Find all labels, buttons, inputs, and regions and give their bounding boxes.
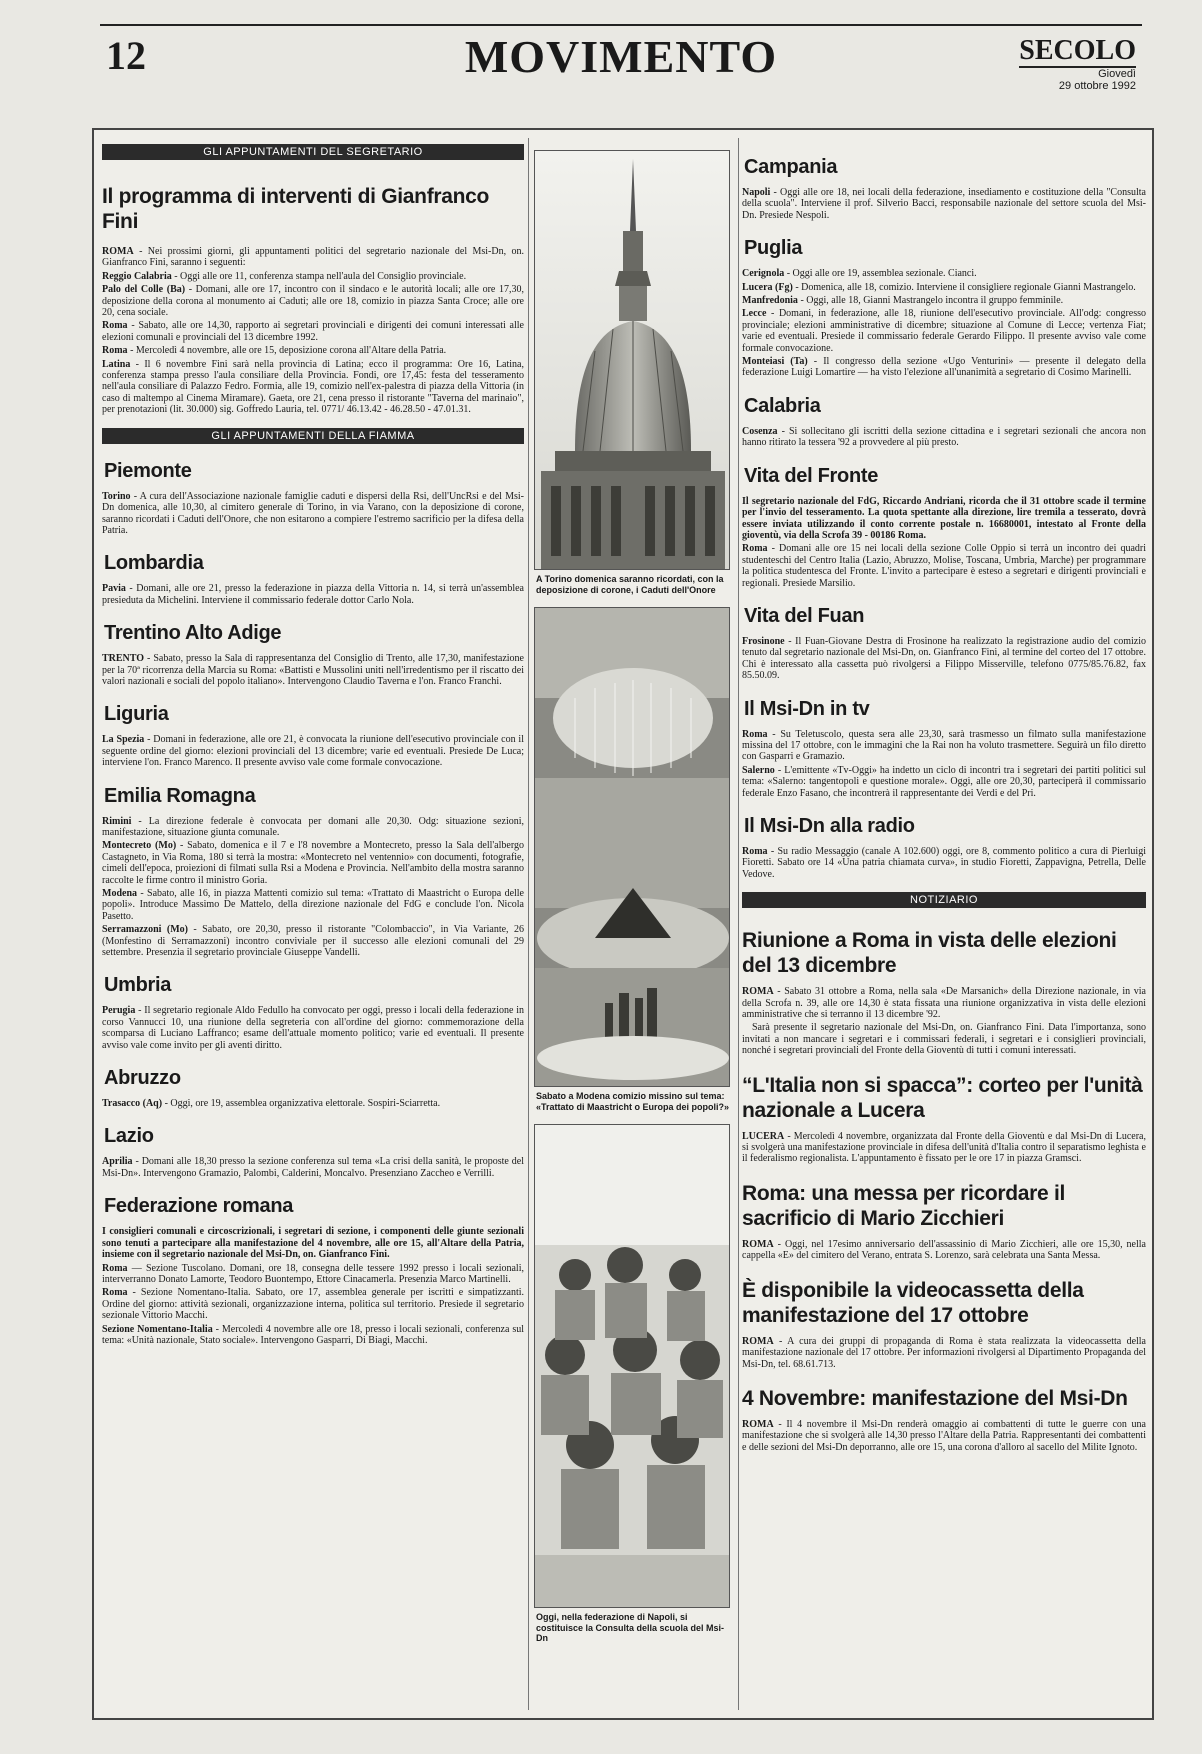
- notice-place: Salerno: [742, 764, 775, 776]
- meeting-crowd-image: [535, 1125, 730, 1608]
- fountain-chandelier-image: [535, 608, 730, 1087]
- left-column: [102, 140, 524, 1708]
- notice-paragraph: [102, 1263, 524, 1286]
- notice-place: Roma: [742, 543, 768, 555]
- notice-paragraph: [102, 888, 524, 922]
- fini-title: Il programma di interventi di Gianfranco Fini: [102, 185, 490, 233]
- notice-paragraph: [742, 1022, 1146, 1056]
- notice-place: Roma: [102, 1262, 128, 1274]
- notice-place: Frosinone: [742, 635, 785, 647]
- region-title: Trentino Alto Adige: [104, 622, 282, 645]
- notice-place: Latina: [102, 358, 131, 370]
- news-headline: È disponibile la videocassetta della manifestazione del 17 ottobre: [742, 1278, 1084, 1327]
- notice-place: Pavia: [102, 583, 126, 595]
- photo-caption-torino: A Torino domenica saranno ricordati, con la deposizione di corone, i Caduti dell'Onore: [536, 574, 724, 595]
- region-items: [102, 491, 524, 537]
- right-column: [742, 140, 1146, 1708]
- notice-text: - Su radio Messaggio (canale A 102.600) oggi, ore 8, commento politico a cura di Pierluigi Fioretti. Sabato ore 14 «Una patria chiamata curva», in studio Fioretti, Zappavigna, Petrella, Delle Vedove.: [742, 846, 1146, 880]
- notice-place: Perugia: [102, 1005, 136, 1017]
- page-frame: [92, 128, 1154, 1720]
- news-headline: Roma: una messa per ricordare il sacrificio di Mario Zicchieri: [742, 1181, 1066, 1230]
- region-title: Emilia Romagna: [104, 784, 256, 807]
- news-body: [742, 1239, 1146, 1262]
- notice-place: ROMA: [102, 246, 134, 257]
- federazione-title: Federazione romana: [104, 1195, 294, 1218]
- vita-fuan-items: [742, 636, 1146, 682]
- news-body: [742, 1131, 1146, 1165]
- notice-paragraph: [742, 268, 1146, 279]
- napoli-meeting-photo: [534, 1124, 730, 1608]
- section-title: MOVIMENTO: [464, 31, 778, 82]
- column-divider: [528, 138, 529, 1710]
- region-items: [102, 653, 524, 687]
- notice-paragraph: [102, 491, 524, 537]
- segretario-bar: GLI APPUNTAMENTI DEL SEGRETARIO: [102, 144, 524, 160]
- notice-text: - Il segretario regionale Aldo Fedullo ha convocato per oggi, presso i locali della federazione in corso Vannucci 10, una riunione della segreteria con all'ordine del giorno: commemorazione della scomparsa di Luciano Laffranco; esame dell'attuale momento politico; varie ed eventuali. Il presente avviso vale come invito per gli aventi diritto.: [102, 1005, 524, 1051]
- region-items: [742, 187, 1146, 221]
- notice-paragraph: [102, 1324, 524, 1347]
- notice-place: Roma: [102, 320, 128, 332]
- newspaper-brand: [1019, 36, 1136, 92]
- photo-caption-napoli: Oggi, nella federazione di Napoli, si costituisce la Consulta della scuola del Msi-Dn: [536, 1612, 725, 1643]
- notice-paragraph: [102, 271, 524, 282]
- notice-text: - Oggi alle ore 19, assemblea sezionale. Cianci.: [784, 268, 977, 280]
- notice-text: - A cura dell'Associazione nazionale famiglie caduti e dispersi della Rsi, dell'UncRsi e del Msi-Dn domenica, alle 10,30, al cimitero generale di Torino, in via Varano, con la deposizione di corone, saranno ricordati i Caduti dell'Onore, che non esitarono a compiere l'estremo sacrificio per la difesa della Patria.: [102, 490, 524, 536]
- radio-items: [742, 846, 1146, 880]
- notice-paragraph: [102, 1156, 524, 1179]
- masthead: [100, 24, 1142, 106]
- mole-antonelliana-image: [535, 151, 730, 570]
- notice-place: Roma: [102, 345, 128, 357]
- notice-text: - Il 4 novembre il Msi-Dn renderà omaggio ai combattenti di tutte le guerre con una manifestazione che si svolgerà alle 14,30 presso l'Altare della Patria. Rappresentanti dei combattenti e delle sezioni del Msi-Dn deporranno, alle ore 15, una corona d'alloro al sacello del Milite Ignoto.: [742, 1418, 1146, 1453]
- photo-caption-modena: Sabato a Modena comizio missino sul tema: «Trattato di Maastricht o Europa dei popoli?»: [536, 1091, 730, 1112]
- notice-paragraph: [102, 840, 524, 886]
- notice-text: - Sabato, alle 16, in piazza Mattenti comizio sul tema: «Trattato di Maastricht o Europa delle popoli». Introduce Massimo De Mattelo, della direzione nazionale del FdG e conclude l'on. Nicola Pasetto.: [102, 888, 524, 922]
- federazione-items: [102, 1263, 524, 1347]
- left-regions: [102, 460, 524, 1180]
- notice-paragraph: [102, 284, 524, 318]
- notice-paragraph: [742, 543, 1146, 589]
- notice-place: Modena: [102, 888, 137, 899]
- notice-place: La Spezia: [102, 734, 145, 746]
- notice-text: - Sabato, ore 20,30, presso il ristorante "Colombaccio", in Via Variante, 26 (Monfestino di Serramazzoni) incontro conviviale per il successo alle elezioni comunali del 29 settembre. Presenzia il segretario provinciale Giuseppe Vandelli.: [102, 924, 524, 959]
- notice-paragraph: [742, 1131, 1146, 1165]
- tv-title: Il Msi-Dn in tv: [744, 697, 870, 720]
- region-items: [742, 426, 1146, 449]
- news-items: [742, 928, 1146, 1453]
- region-items: [102, 583, 524, 606]
- torino-mole-photo: [534, 150, 730, 570]
- region-title: Abruzzo: [104, 1067, 181, 1090]
- notice-text: - Nei prossimi giorni, gli appuntamenti politici del segretario nazionale del Msi-Dn, on. Gianfranco Fini, saranno i seguenti:: [102, 246, 524, 269]
- region-title: Lazio: [104, 1125, 154, 1148]
- notice-place: Aprilia: [102, 1156, 133, 1168]
- news-body: [742, 986, 1146, 1056]
- tv-items: [742, 729, 1146, 799]
- notice-place: Roma: [742, 728, 768, 740]
- notice-text: - Oggi alle ore 11, conferenza stampa nell'aula del Consiglio provinciale.: [171, 270, 467, 282]
- region-items: [742, 268, 1146, 379]
- notice-place: Palo del Colle (Ba): [102, 284, 186, 296]
- notice-place: Lecce: [742, 308, 767, 320]
- fiamma-bar: GLI APPUNTAMENTI DELLA FIAMMA: [102, 428, 524, 444]
- notice-text: - Il 6 novembre Fini sarà nella provincia di Latina; ecco il programma: Ore 16, Latina, conferenza stampa presso l'aula consiliare della Provincia. Fondi, ore 17,45: festa del tesseramento nell'aula consiliare di Palazzo Fedro. Formia, alle 19, comizio nell'ex-palestra di piazza della Vittoria (in caso di maltempo al Cinema Miramare). Gaeta, ore 21, cena presso il ristorante "Taverna del marinaio", per prenotazioni (lit. 30.000) sig. Goffredo Lauria, tel. 0771/ 46.13.42 - 46.28.50 - 47.01.31.: [102, 358, 524, 416]
- notice-place: LUCERA: [742, 1130, 785, 1142]
- region-items: [102, 1098, 524, 1109]
- notiziario-bar: NOTIZIARIO: [742, 892, 1146, 908]
- notice-place: Torino: [102, 490, 131, 502]
- region-title: Puglia: [744, 237, 803, 260]
- notice-place: Reggio Calabria: [102, 270, 172, 282]
- notice-place: Trasacco (Aq): [102, 1098, 163, 1110]
- region-title: Calabria: [744, 394, 821, 417]
- notice-text: - Su Teletuscolo, questa sera alle 23,30, sarà trasmesso un filmato sulla manifestazione missina del 17 ottobre, con le immagini che la Rai non ha voluto trasmettere. Seguirà un filo diretto con Gasparri e Gramazio.: [742, 728, 1146, 763]
- notice-place: Sezione Nomentano-Italia: [102, 1323, 213, 1335]
- notice-text: - Sabato, domenica e il 7 e l'8 novembre a Montecreto, presso la Sala dell'albergo Castagneto, in Via Roma, 180 si terrà la mostra: «Montecreto nel ventennio» con documenti, fotografie, cimeli dell'epoca, proiezioni di filmati sulla Rsi a Modena e Provincia. Nell'ambito della mostra saranno raccolte le firme contro il ministro Goria.: [102, 840, 524, 886]
- notice-paragraph: [102, 1098, 524, 1109]
- notice-paragraph: [102, 1005, 524, 1051]
- notice-paragraph: [102, 345, 524, 356]
- notice-text: - Domani, in federazione, alle 18, riunione dell'esecutivo provinciale. All'odg: congresso provinciale; elezioni amministrative di dicembre; situazione al Comune di Lecce; vertenza Fiat; varie ed eventuali. Presiede il commissario federale Gerardo Filippo. Il presente avviso vale come formale convocazione.: [742, 308, 1146, 354]
- notice-text: - Oggi, ore 19, assemblea organizzativa elettorale. Sospiri-Sciarretta.: [162, 1098, 441, 1110]
- notice-text: - Sabato, presso la Sala di rappresentanza del Consiglio di Trento, alle 17,30, manifestazione per la 70ª ricorrenza della Marcia su Roma: «Battisti e Mussolini uniti nell'irredentismo per il riscatto dei valori nazionali e sociali del popolo italiano». Intervengono Claudio Taverna e l'on. Franco Franchi.: [102, 653, 524, 687]
- notice-place: ROMA: [742, 1238, 774, 1250]
- federazione-notice: I consiglieri comunali e circoscrizionali, i segretari di sezione, i componenti delle giunte sezionali sono tenuti a partecipare alla manifestazione del 4 novembre, alle ore 15, all'Altare della Patria, insieme con il segretario nazionale del Msi-Dn, on. Gianfranco Fini.: [102, 1226, 524, 1261]
- notice-text: - Il Fuan-Giovane Destra di Frosinone ha realizzato la registrazione audio del comizio tenuto dal segretario nazionale del Msi-Dn, on. Gianfranco Fini, al termine del corteo del 17 ottobre. Chi è interessato alla cassetta può rivolgersi a Filippo Misserville, telefono 0775/85.76.82, fax 85.50.09.: [742, 635, 1146, 682]
- notice-paragraph: [102, 583, 524, 606]
- photo-column: [534, 140, 734, 1708]
- notice-text: Sarà presente il segretario nazionale del Msi-Dn, on. Gianfranco Fini. Data l'importanza, sono invitati a non mancare i segretari e i commissari federali, i segretari e i consiglieri provinciali, nonché i segretari provinciali del Fronte della Gioventù di tutti i comuni interessati.: [742, 1022, 1146, 1057]
- notice-place: Roma: [102, 1287, 128, 1299]
- notice-text: — Sezione Tuscolano. Domani, ore 18, consegna delle tessere 1992 presso i locali sezionali, interverranno Donato Lamorte, Teodoro Buontempo, Ettore Cinacamerla. Presenzia Marco Martinelli.: [102, 1262, 524, 1285]
- notice-paragraph: [742, 636, 1146, 682]
- news-body: [742, 1336, 1146, 1370]
- notice-text: - Domani in federazione, alle ore 21, è convocata la riunione dell'esecutivo provinciale con il seguente ordine del giorno: elezioni provinciali del 13 dicembre; varie ed eventuali. Presiede De Luca; interviene l'on. Franco Marenco. Il presente avviso vale come formale convocazione.: [102, 734, 524, 769]
- notice-paragraph: [102, 246, 524, 269]
- notice-text: - Si sollecitano gli iscritti della sezione cittadina e i segretari sezionali che ancora non hanno ritirato la tessera '92 a provvedere al più presto.: [742, 425, 1146, 449]
- notice-text: - Sabato 31 ottobre a Roma, nella sala «De Marsanich» della Direzione nazionale, in via della Scrofa n. 39, alle ore 14,30 è stata fissata una riunione organizzativa in vista delle elezioni amministrative che si terranno il 13 dicembre '92.: [742, 986, 1146, 1021]
- notice-place: Lucera (Fg): [742, 281, 793, 293]
- notice-place: ROMA: [742, 1335, 774, 1347]
- notice-paragraph: [102, 653, 524, 687]
- notice-text: - Mercoledì 4 novembre, alle ore 15, deposizione corona all'Altare della Patria.: [127, 345, 447, 357]
- fini-items: [102, 246, 524, 416]
- notice-place: Napoli: [742, 187, 771, 198]
- notice-place: Roma: [742, 846, 768, 857]
- notice-paragraph: [102, 359, 524, 416]
- region-title: Liguria: [104, 703, 169, 726]
- modena-fountain-photo: [534, 607, 730, 1087]
- column-divider: [738, 138, 739, 1710]
- vita-fronte-notice: Il segretario nazionale del FdG, Riccardo Andriani, ricorda che il 31 ottobre scade il termine per l'invio del tesseramento. La quota spettante alla direzione, lire tremila a tesserato, dovrà essere inviata utilizzando il conto corrente postale n. 16680001, intestato al Fronte della gioventù, via della Scrofa 39 - 00186 Roma.: [742, 495, 1146, 541]
- region-title: Umbria: [104, 974, 172, 997]
- notice-place: Manfredonia: [742, 295, 798, 307]
- news-headline: “L'Italia non si spacca”: corteo per l'unità nazionale a Lucera: [742, 1073, 1143, 1122]
- notice-paragraph: [742, 356, 1146, 379]
- notice-paragraph: [742, 765, 1146, 799]
- region-items: [102, 734, 524, 768]
- notice-text: - Oggi alle ore 18, nei locali della federazione, insediamento e costituzione della "Consulta della scuola". Interviene il prof. Silverio Bacci, responsabile nazionale del settore scuola del Msi-Dn. Presiede Nespoli.: [742, 187, 1146, 221]
- notice-text: - Domani, alle ore 21, presso la federazione in piazza della Vittoria n. 14, si terrà un'assemblea presieduta da Michelini. Interviene il commissario federale dottor Carlo Nola.: [102, 583, 524, 606]
- notice-place: ROMA: [742, 986, 774, 998]
- region-items: [102, 816, 524, 959]
- radio-title: Il Msi-Dn alla radio: [744, 815, 915, 837]
- vita-fronte-title: Vita del Fronte: [744, 464, 879, 487]
- notice-place: Serramazzoni (Mo): [102, 924, 188, 936]
- notice-text: - Il congresso della sezione «Ugo Venturini» — presente il delegato della federazione Luigi Lomartire — ha visto l'elezione all'unanimità a segretario di Cosimo Marinelli.: [742, 356, 1146, 379]
- notice-text: - Mercoledì 4 novembre, organizzata dal Fronte della Gioventù e dal Msi-Dn di Lucera, si svolgerà una manifestazione provinciale in difesa dell'unità d'Italia contro il separatismo leghista e il federalismo regionalista. L'appuntamento è fissato per le ore 17 in piazza Gramsci.: [742, 1130, 1146, 1165]
- notice-paragraph: [742, 187, 1146, 221]
- notice-paragraph: [102, 1287, 524, 1321]
- notice-place: Montecreto (Mo): [102, 840, 177, 852]
- notice-paragraph: [742, 1419, 1146, 1453]
- notice-text: - Mercoledì 4 novembre alle ore 18, presso i locali sezionali, conferenza sul tema: «Unità nazionale, Stato sociale». Intervengono Gasparri, Di Biagi, Macchi.: [102, 1323, 524, 1346]
- notice-text: - Sezione Nomentano-Italia. Sabato, ore 17, assemblea generale per iscritti e simpatizzanti. Ordine del giorno: attività sezionali, organizzazione interna, politica sul territorio. Presiede il segretario sezionale Vittorio Macchi.: [102, 1287, 524, 1322]
- region-title: Piemonte: [104, 459, 192, 482]
- notice-text: - A cura dei gruppi di propaganda di Roma è stata realizzata la videocassetta della manifestazione nazionale del 17 ottobre. Per informazioni rivolgersi al Dipartimento Propaganda del Msi-Dn, tel. 68.61.713.: [742, 1335, 1146, 1370]
- vita-fuan-title: Vita del Fuan: [744, 604, 865, 627]
- notice-text: - Domenica, alle 18, comizio. Interviene il consigliere regionale Gianni Mastrangelo.: [792, 281, 1136, 293]
- notice-paragraph: [742, 729, 1146, 763]
- notice-paragraph: [102, 320, 524, 343]
- issue-date: 29 ottobre 1992: [1058, 80, 1136, 92]
- region-items: [102, 1005, 524, 1051]
- notice-text: - L'emittente «Tv-Oggi» ha indetto un ciclo di incontri tra i segretari dei partiti politici sul tema: «Salerno: tangentopoli e questione morale». Oggi, alle ore 20,30, parteciperà il commissario federale Enzo Fasano, che incontrerà il rappresentante dei Verdi e del Pri.: [742, 764, 1146, 799]
- notice-place: Rimini: [102, 815, 132, 827]
- notice-text: - Domani, alle ore 17, incontro con il sindaco e le autorità locali; alle ore 17,30, deposizione della corona al monumento ai Caduti; alle ore 18, comizio in piazza Santa Croce; alle ore 20, cena sociale.: [102, 284, 524, 319]
- notice-paragraph: [102, 816, 524, 839]
- page-number: 12: [106, 33, 146, 78]
- notice-paragraph: [742, 1336, 1146, 1370]
- news-headline: 4 Novembre: manifestazione del Msi-Dn: [742, 1386, 1128, 1410]
- right-regions: [742, 156, 1146, 449]
- notice-text: - Oggi, nel 17esimo anniversario dell'assassinio di Mario Zicchieri, alle ore 15,30, nella cappella «E» del cimitero del Verano, entrata S. Lorenzo, sarà celebrata una Santa Messa.: [742, 1238, 1146, 1262]
- notice-paragraph: [102, 924, 524, 958]
- vita-fronte-items: [742, 543, 1146, 589]
- notice-place: Cosenza: [742, 425, 778, 437]
- notice-place: Cerignola: [742, 268, 785, 280]
- notice-text: - Domani alle ore 15 nei locali della sezione Colle Oppio si terrà un incontro dei quadri studenteschi del Centro Italia (Lazio, Abruzzo, Molise, Toscana, Umbria, Marche) per programmare la politica studentesca del Fronte. L'invito a partecipare è esteso a segretari e dirigenti provinciali e regionali. Presiede Marsilio.: [742, 543, 1146, 589]
- region-title: Lombardia: [104, 552, 204, 575]
- news-body: [742, 1419, 1146, 1453]
- notice-paragraph: [742, 308, 1146, 354]
- notice-text: - La direzione federale è convocata per domani alle 20,30. Odg: situazione sezioni, manifestazione, situazione giunta comunale.: [102, 815, 524, 838]
- issue-day: Giovedì: [1098, 68, 1136, 80]
- newspaper-logo: SECOLO: [1019, 35, 1136, 66]
- notice-text: - Sabato, alle ore 14,30, rapporto ai segretari provinciali e dirigenti dei comuni interessati alle elezioni comunali e provinciali del 13 dicembre 1992.: [102, 320, 524, 343]
- notice-paragraph: [742, 426, 1146, 449]
- notice-place: TRENTO: [102, 653, 145, 665]
- region-items: [102, 1156, 524, 1179]
- notice-paragraph: [742, 295, 1146, 306]
- notice-paragraph: [742, 1239, 1146, 1262]
- notice-text: - Oggi, alle 18, Gianni Mastrangelo incontra il gruppo femminile.: [797, 295, 1064, 307]
- notice-paragraph: [742, 282, 1146, 293]
- news-headline: Riunione a Roma in vista delle elezioni del 13 dicembre: [742, 929, 1117, 978]
- notice-paragraph: [742, 986, 1146, 1020]
- notice-text: - Domani alle 18,30 presso la sezione conferenza sul tema «La crisi della sanità, le proposte del Msi-Dn». Intervengono Gramazio, Palombi, Calderini, Moncalvo. Presenziano Zaccheo e Verrilli.: [102, 1156, 524, 1179]
- region-title: Campania: [744, 156, 838, 178]
- notice-place: ROMA: [742, 1418, 774, 1430]
- notice-paragraph: [742, 846, 1146, 880]
- notice-place: Monteiasi (Ta): [742, 356, 808, 368]
- notice-paragraph: [102, 734, 524, 768]
